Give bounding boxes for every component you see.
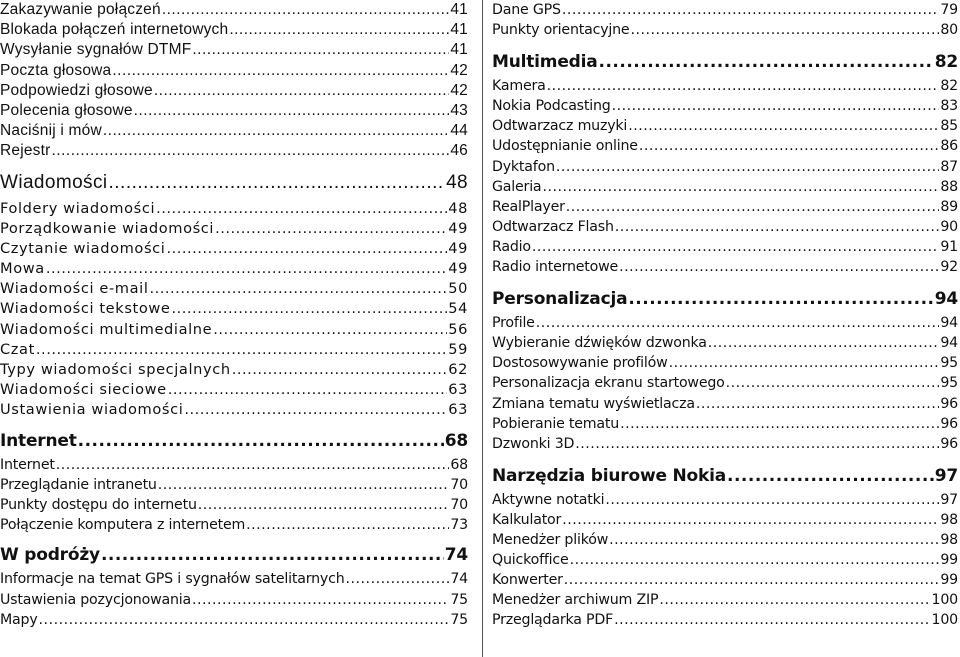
dot-leader [566, 197, 940, 217]
dot-leader [696, 394, 939, 414]
page-number: 41 [450, 1, 468, 18]
page-number: 87 [940, 158, 958, 175]
page-number: 48 [446, 171, 468, 193]
toc-right-column [492, 0, 958, 630]
toc-entry-porzadkowanie-wiadomosci[interactable] [0, 219, 468, 239]
toc-entry-pobieranie-tematu[interactable] [492, 414, 958, 434]
section-heading-wiadomosci[interactable] [0, 167, 468, 199]
toc-title: Dzwonki 3D [492, 435, 575, 452]
toc-title: Personalizacja [492, 289, 628, 310]
column-divider [482, 0, 483, 657]
section-heading-narzedzia-biurowe-nokia[interactable] [492, 462, 958, 490]
toc-entry-zakazywanie-polaczen[interactable] [0, 0, 468, 20]
dot-leader [614, 610, 930, 630]
page-number: 68 [444, 430, 468, 451]
dot-leader [229, 20, 449, 40]
dot-leader [166, 239, 447, 259]
page-number: 97 [934, 465, 958, 486]
toc-title: Profile [492, 315, 535, 332]
toc-title: Zakazywanie połączeń [0, 1, 161, 18]
page-number: 68 [450, 456, 468, 473]
toc-title: Foldery wiadomości [0, 199, 156, 217]
section-heading-personalizacja[interactable] [492, 285, 958, 313]
toc-section [0, 427, 468, 536]
dot-leader [639, 136, 940, 156]
page-number: 42 [450, 81, 468, 99]
page-number: 49 [448, 219, 468, 237]
toc-entry-podpowiedzi-glosowe[interactable] [0, 81, 468, 101]
toc-section [492, 285, 958, 454]
toc-section [492, 462, 958, 631]
toc-entry-rejestr[interactable] [0, 141, 468, 161]
dot-leader [198, 495, 450, 515]
page-number: 49 [448, 260, 468, 278]
page-number: 100 [931, 612, 958, 629]
toc-entry-odtwarzacz-muzyki[interactable] [492, 116, 958, 136]
dot-leader [542, 177, 939, 197]
page-number: 62 [448, 361, 468, 378]
page-number: 63 [448, 401, 468, 419]
dot-leader [669, 353, 940, 373]
toc-section [0, 167, 468, 421]
page-number: 41 [450, 41, 468, 59]
page-number: 50 [448, 280, 468, 298]
page-number: 91 [940, 238, 958, 255]
page-number: 74 [444, 545, 468, 566]
toc-entry-mapy[interactable] [0, 610, 468, 630]
toc-entry-przegladanie-intranetu[interactable] [0, 475, 468, 495]
toc-title: Odtwarzacz muzyki [492, 118, 628, 135]
dot-leader [346, 569, 450, 589]
page-number: 92 [940, 259, 958, 276]
toc-title: Przeglądarka PDF [492, 612, 614, 629]
toc-entry-blokada-polaczen-internetowych[interactable] [0, 20, 468, 40]
toc-entry-dzwonki-3d[interactable] [492, 434, 958, 454]
dot-leader [599, 48, 934, 76]
toc-title: Aktywne notatki [492, 491, 605, 508]
dot-leader [162, 0, 450, 20]
toc-entry-poczta-glosowa[interactable] [0, 61, 468, 81]
dot-leader [112, 61, 449, 81]
toc-entry-personalizacja-ekranu-startowego[interactable] [492, 373, 958, 393]
page-number: 73 [450, 517, 468, 534]
toc-entry-galeria[interactable] [492, 177, 958, 197]
dot-leader [547, 76, 940, 96]
dot-leader [168, 380, 447, 400]
toc-title: Internet [0, 456, 55, 473]
toc-title: Punkty orientacyjne [492, 22, 630, 39]
page-number: 44 [450, 122, 468, 140]
toc-entry-udostepnianie-online[interactable] [492, 136, 958, 156]
toc-title: Podpowiedzi głosowe [0, 81, 153, 99]
page-number: 74 [450, 571, 468, 588]
dot-leader [192, 40, 449, 60]
page-number: 82 [934, 52, 958, 73]
toc-section [0, 0, 468, 162]
toc-title: RealPlayer [492, 198, 565, 215]
dot-leader [172, 299, 448, 319]
page-number: 75 [450, 591, 468, 608]
toc-title: Połączenie komputera z internetem [0, 517, 246, 534]
page-number: 100 [931, 592, 958, 609]
toc-section [492, 0, 958, 40]
toc-title: Punkty dostępu do internetu [0, 496, 197, 513]
toc-entry-profile[interactable] [492, 313, 958, 333]
page-number: 82 [940, 78, 958, 95]
page-number: 88 [940, 178, 958, 195]
dot-leader [556, 157, 939, 177]
toc-title: Multimedia [492, 52, 598, 73]
toc-entry-informacje-na-temat-gps-i-sygnalow-satelitarnych[interactable] [0, 569, 468, 589]
page-number: 96 [940, 415, 958, 432]
toc-title: Ustawienia wiadomości [0, 401, 184, 419]
toc-title: Menedżer archiwum ZIP [492, 592, 659, 609]
toc-entry-menedzer-plikow[interactable] [492, 530, 958, 550]
dot-leader [619, 257, 939, 277]
dot-leader [46, 259, 447, 279]
toc-entry-internet[interactable] [0, 455, 468, 475]
toc-entry-punkty-dostepu-do-internetu[interactable] [0, 495, 468, 515]
toc-title: Internet [0, 430, 77, 451]
toc-entry-odtwarzacz-flash[interactable] [492, 217, 958, 237]
toc-title: Kalkulator [492, 511, 562, 528]
dot-leader [56, 455, 450, 475]
toc-title: Porządkowanie wiadomości [0, 219, 215, 237]
toc-title: Odtwarzacz Flash [492, 218, 614, 235]
toc-title: Wiadomości [0, 171, 108, 193]
toc-title: Polecenia głosowe [0, 101, 133, 119]
page-number: 98 [940, 511, 958, 528]
toc-title: Wybieranie dźwięków dzwonka [492, 335, 707, 352]
toc-title: Dostosowywanie profilów [492, 355, 668, 372]
dot-leader [184, 400, 447, 420]
toc-entry-wybieranie-dzwiekow-dzwonka[interactable] [492, 333, 958, 353]
section-heading-multimedia[interactable] [492, 48, 958, 76]
toc-entry-ustawienia-pozycjonowania[interactable] [0, 590, 468, 610]
toc-title: Mapy [0, 611, 38, 628]
page-number: 70 [450, 496, 468, 513]
toc-title: Wiadomości sieciowe [0, 381, 167, 399]
page-number: 41 [450, 21, 468, 39]
section-heading-internet[interactable] [0, 427, 468, 455]
dot-leader [108, 167, 445, 199]
page-number: 89 [940, 198, 958, 215]
page-number: 42 [450, 61, 468, 79]
dot-leader [628, 116, 939, 136]
dot-leader [575, 434, 939, 454]
toc-title: Nokia Podcasting [492, 98, 611, 115]
toc-entry-kamera[interactable] [492, 76, 958, 96]
toc-title: Dane GPS [492, 2, 561, 18]
toc-title: Czat [0, 340, 35, 358]
page-number: 95 [940, 355, 958, 372]
toc-entry-foldery-wiadomosci[interactable] [0, 199, 468, 219]
dot-leader [154, 81, 449, 101]
toc-entry-radio[interactable] [492, 237, 958, 257]
page-number: 98 [940, 531, 958, 548]
toc-entry-kalkulator[interactable] [492, 510, 958, 530]
page-number: 63 [448, 381, 468, 399]
page-number: 96 [940, 395, 958, 412]
toc-title: Przeglądanie intranetu [0, 476, 157, 493]
dot-leader [609, 530, 939, 550]
toc-title: Mowa [0, 260, 45, 278]
dot-leader [562, 510, 939, 530]
toc-title: Pobieranie tematu [492, 415, 620, 432]
dot-leader [562, 0, 940, 20]
page-number: 99 [940, 552, 958, 569]
toc-title: Czytanie wiadomości [0, 239, 166, 257]
page-number: 95 [940, 375, 958, 392]
toc-title: Typy wiadomości specjalnych [0, 361, 231, 378]
toc-entry-mowa[interactable] [0, 259, 468, 279]
page-number: 54 [448, 300, 468, 318]
toc-title: W podróży [0, 545, 100, 566]
page-number: 79 [940, 2, 958, 18]
toc-entry-czytanie-wiadomosci[interactable] [0, 239, 468, 259]
page-number: 75 [450, 611, 468, 628]
toc-entry-aktywne-notatki[interactable] [492, 490, 958, 510]
toc-title: Galeria [492, 178, 542, 195]
dot-leader [564, 570, 940, 590]
page-number: 90 [940, 218, 958, 235]
page-number: 85 [940, 118, 958, 135]
dot-leader [52, 141, 450, 161]
dot-leader [612, 96, 940, 116]
dot-leader [149, 279, 447, 299]
page-number: 86 [940, 138, 958, 155]
toc-entry-typy-wiadomosci-specjalnych[interactable] [0, 360, 468, 380]
page-number: 59 [448, 340, 468, 358]
page-number: 96 [940, 435, 958, 452]
toc-entry-polaczenie-komputera-z-internetem[interactable] [0, 515, 468, 535]
toc-title: Ustawienia pozycjonowania [0, 591, 191, 608]
toc-title: Wiadomości e-mail [0, 280, 149, 298]
dot-leader [620, 414, 939, 434]
toc-entry-wiadomosci-e-mail[interactable] [0, 279, 468, 299]
toc-entry-punkty-orientacyjne[interactable] [492, 20, 958, 40]
dot-leader [615, 217, 940, 237]
toc-title: Radio internetowe [492, 259, 619, 276]
dot-leader [232, 360, 448, 380]
toc-entry-wiadomosci-sieciowe[interactable] [0, 380, 468, 400]
toc-entry-nokia-podcasting[interactable] [492, 96, 958, 116]
toc-title: Menedżer plików [492, 531, 609, 548]
toc-title: Narzędzia biurowe Nokia [492, 465, 727, 486]
toc-title: Dyktafon [492, 158, 555, 175]
page-number: 83 [940, 98, 958, 115]
toc-title: Kamera [492, 78, 546, 95]
toc-entry-dostosowywanie-profilow[interactable] [492, 353, 958, 373]
section-heading-w-podrozy[interactable] [0, 541, 468, 569]
dot-leader [213, 320, 447, 340]
toc-entry-polecenia-glosowe[interactable] [0, 101, 468, 121]
toc-entry-dyktafon[interactable] [492, 157, 958, 177]
toc-entry-radio-internetowe[interactable] [492, 257, 958, 277]
toc-title: Wiadomości multimedialne [0, 320, 213, 338]
dot-leader [36, 340, 447, 360]
toc-entry-quickoffice[interactable] [492, 550, 958, 570]
toc-title: Blokada połączeń internetowych [0, 21, 229, 39]
toc-entry-wysylanie-sygnalow-dtmf[interactable] [0, 40, 468, 60]
dot-leader [659, 590, 930, 610]
toc-entry-wiadomosci-tekstowe[interactable] [0, 299, 468, 319]
dot-leader [134, 101, 450, 121]
toc-entry-wiadomosci-multimedialne[interactable] [0, 320, 468, 340]
toc-entry-zmiana-tematu-wyswietlacza[interactable] [492, 394, 958, 414]
dot-leader [536, 313, 940, 333]
toc-entry-realplayer[interactable] [492, 197, 958, 217]
toc-section [0, 541, 468, 630]
dot-leader [570, 550, 940, 570]
page-number: 97 [940, 491, 958, 508]
dot-leader [78, 427, 444, 455]
toc-entry-nacisnij-i-mow[interactable] [0, 121, 468, 141]
page-number: 70 [450, 476, 468, 493]
dot-leader [39, 610, 450, 630]
toc-title: Quickoffice [492, 552, 569, 569]
toc-title: Wiadomości tekstowe [0, 300, 171, 318]
toc-title: Rejestr [0, 142, 51, 160]
dot-leader [103, 121, 449, 141]
toc-title: Radio [492, 238, 531, 255]
toc-title: Poczta głosowa [0, 61, 112, 79]
dot-leader [101, 541, 444, 569]
toc-section [492, 48, 958, 277]
toc-title: Informacje na temat GPS i sygnałów satelitarnych [0, 571, 345, 588]
dot-leader [630, 20, 939, 40]
toc-entry-menedzer-archiwum-zip[interactable] [492, 590, 958, 610]
toc-title: Zmiana tematu wyświetlacza [492, 395, 695, 412]
toc-title: Personalizacja ekranu startowego [492, 375, 725, 392]
page-number: 94 [940, 335, 958, 352]
page-number: 46 [450, 142, 468, 160]
toc-title: Wysyłanie sygnałów DTMF [0, 41, 192, 59]
toc-entry-przegladarka-pdf[interactable] [492, 610, 958, 630]
page-number: 80 [940, 22, 958, 39]
dot-leader [192, 590, 449, 610]
page-number: 48 [448, 199, 468, 217]
dot-leader [158, 475, 450, 495]
page-number: 56 [448, 320, 468, 338]
page-number: 94 [940, 315, 958, 332]
dot-leader [156, 199, 447, 219]
toc-entry-czat[interactable] [0, 340, 468, 360]
dot-leader [246, 515, 449, 535]
dot-leader [708, 333, 940, 353]
dot-leader [726, 373, 940, 393]
page-number: 99 [940, 572, 958, 589]
page-number: 94 [934, 289, 958, 310]
toc-entry-ustawienia-wiadomosci[interactable] [0, 400, 468, 420]
dot-leader [628, 285, 933, 313]
toc-left-column [0, 0, 468, 630]
toc-title: Udostępnianie online [492, 138, 638, 155]
dot-leader [532, 237, 939, 257]
dot-leader [605, 490, 939, 510]
page-number: 49 [448, 239, 468, 257]
page-number: 43 [450, 101, 468, 119]
dot-leader [727, 462, 934, 490]
dot-leader [215, 219, 447, 239]
toc-title: Naciśnij i mów [0, 122, 102, 140]
toc-entry-konwerter[interactable] [492, 570, 958, 590]
toc-title: Konwerter [492, 572, 563, 589]
toc-entry-dane-gps[interactable] [492, 0, 958, 20]
